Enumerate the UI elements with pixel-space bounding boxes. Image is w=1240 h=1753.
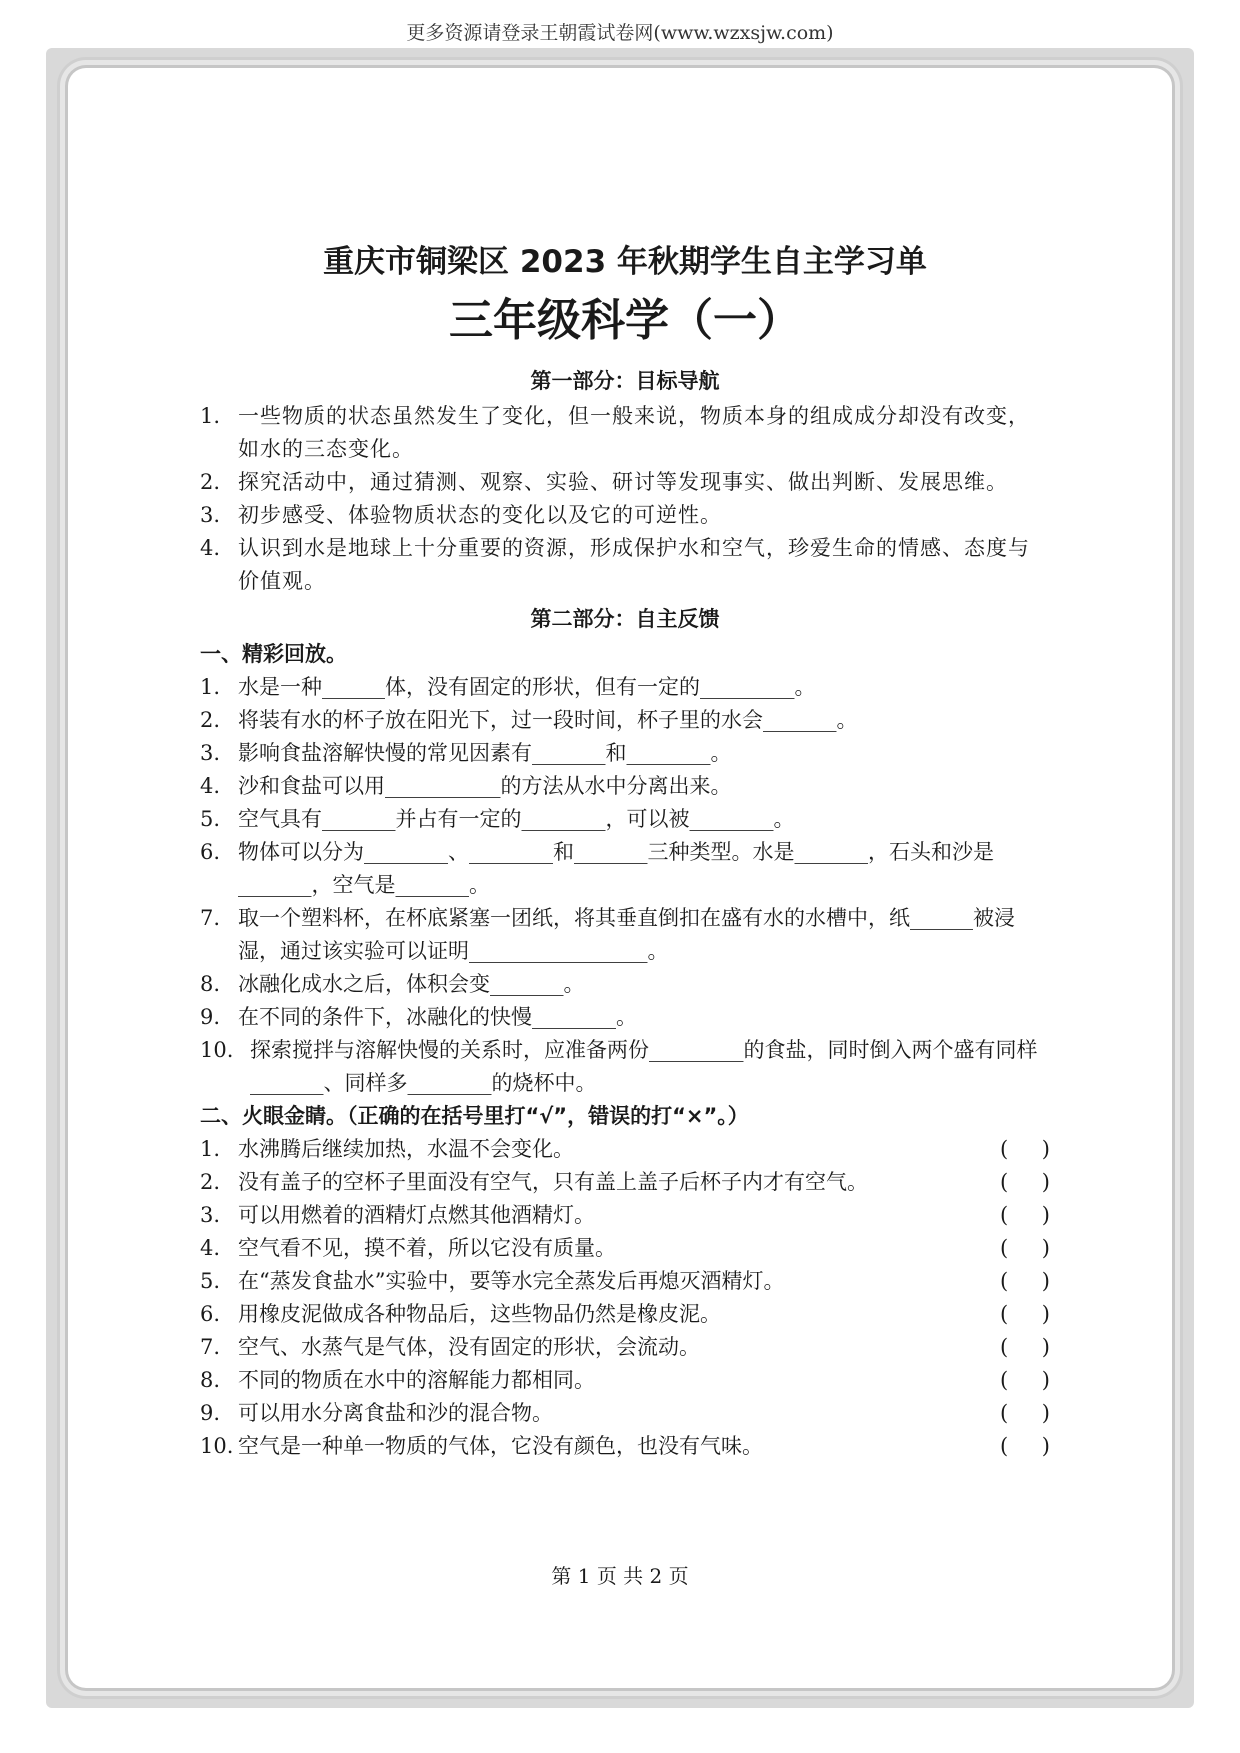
item-number: 3. bbox=[200, 1203, 221, 1227]
item-text: 探究活动中，通过猜测、观察、实验、研讨等发现事实、做出判断、发展思维。 bbox=[238, 470, 1008, 494]
item-text: 水沸腾后继续加热，水温不会变化。 bbox=[238, 1137, 574, 1161]
list-item bbox=[200, 1430, 1050, 1463]
item-text: 将装有水的杯子放在阳光下，过一段时间，杯子里的水会_______。 bbox=[238, 708, 858, 732]
item-text: 用橡皮泥做成各种物品后，这些物品仍然是橡皮泥。 bbox=[238, 1302, 721, 1326]
item-number: 10. bbox=[200, 1038, 234, 1062]
item-text: 取一个塑料杯，在杯底紧塞一团纸，将其垂直倒扣在盛有水的水槽中，纸______被浸湿，通过该实验可以证明_________________。 bbox=[238, 906, 1015, 963]
item-number: 6. bbox=[200, 840, 221, 864]
section1-heading: 一、精彩回放。 bbox=[200, 642, 347, 666]
list-item bbox=[200, 1232, 1050, 1265]
list-item bbox=[200, 1166, 1050, 1199]
answer-parentheses: ( ) bbox=[1000, 1335, 1050, 1359]
list-item bbox=[200, 1034, 1050, 1100]
item-text: 不同的物质在水中的溶解能力都相同。 bbox=[238, 1368, 595, 1392]
list-item bbox=[200, 671, 1050, 704]
list-item bbox=[200, 1133, 1050, 1166]
list-item bbox=[200, 1298, 1050, 1331]
item-text: 初步感受、体验物质状态的变化以及它的可逆性。 bbox=[238, 503, 722, 527]
item-number: 8. bbox=[200, 1368, 221, 1392]
part2-heading: 第二部分：自主反馈 bbox=[530, 607, 720, 631]
list-item bbox=[200, 1199, 1050, 1232]
item-number: 7. bbox=[200, 906, 221, 930]
list-item bbox=[200, 968, 1050, 1001]
answer-parentheses: ( ) bbox=[1000, 1170, 1050, 1194]
list-item bbox=[200, 1001, 1050, 1034]
item-text: 沙和食盐可以用___________的方法从水中分离出来。 bbox=[238, 774, 732, 798]
item-number: 5. bbox=[200, 1269, 221, 1293]
item-text: 冰融化成水之后，体积会变_______。 bbox=[238, 972, 585, 996]
list-item bbox=[200, 532, 1050, 598]
list-item bbox=[200, 704, 1050, 737]
list-item bbox=[200, 1265, 1050, 1298]
item-number: 9. bbox=[200, 1005, 221, 1029]
true-false-list bbox=[200, 1133, 1050, 1463]
item-number: 2. bbox=[200, 1170, 221, 1194]
item-number: 1. bbox=[200, 675, 221, 699]
list-item bbox=[200, 803, 1050, 836]
list-item bbox=[200, 902, 1050, 968]
item-text: 可以用燃着的酒精灯点燃其他酒精灯。 bbox=[238, 1203, 595, 1227]
list-item bbox=[200, 466, 1050, 499]
part1-heading: 第一部分：目标导航 bbox=[530, 369, 720, 393]
list-item bbox=[200, 1364, 1050, 1397]
item-number: 4. bbox=[200, 774, 221, 798]
answer-parentheses: ( ) bbox=[1000, 1269, 1050, 1293]
document-title: 重庆市铜梁区 2023 年秋期学生自主学习单 bbox=[323, 244, 927, 280]
item-text: 空气看不见，摸不着，所以它没有质量。 bbox=[238, 1236, 616, 1260]
item-number: 4. bbox=[200, 1236, 221, 1260]
item-text: 在“蒸发食盐水”实验中，要等水完全蒸发后再熄灭酒精灯。 bbox=[238, 1269, 785, 1293]
page-number: 第 1 页 共 2 页 bbox=[551, 1564, 689, 1588]
fill-in-list bbox=[200, 671, 1050, 1100]
item-number: 1. bbox=[200, 404, 221, 428]
list-item bbox=[200, 1331, 1050, 1364]
answer-parentheses: ( ) bbox=[1000, 1203, 1050, 1227]
list-item bbox=[200, 400, 1050, 466]
document-subtitle: 三年级科学（一） bbox=[449, 295, 801, 346]
item-text: 空气具有_______并占有一定的________，可以被________。 bbox=[238, 807, 795, 831]
item-number: 5. bbox=[200, 807, 221, 831]
item-text: 没有盖子的空杯子里面没有空气，只有盖上盖子后杯子内才有空气。 bbox=[238, 1170, 868, 1194]
item-text: 影响食盐溶解快慢的常见因素有_______和________。 bbox=[238, 741, 732, 765]
item-number: 9. bbox=[200, 1401, 221, 1425]
item-number: 8. bbox=[200, 972, 221, 996]
item-text: 一些物质的状态虽然发生了变化，但一般来说，物质本身的组成成分却没有改变，如水的三态变化。 bbox=[238, 404, 1030, 461]
list-item bbox=[200, 770, 1050, 803]
document-body bbox=[200, 238, 1050, 1463]
item-text: 空气是一种单一物质的气体，它没有颜色，也没有气味。 bbox=[238, 1434, 763, 1458]
watermark: 更多资源请登录王朝霞试卷网(www.wzxsjw.com) bbox=[406, 22, 834, 44]
item-number: 6. bbox=[200, 1302, 221, 1326]
list-item bbox=[200, 836, 1050, 902]
answer-parentheses: ( ) bbox=[1000, 1434, 1050, 1458]
item-number: 7. bbox=[200, 1335, 221, 1359]
item-number: 2. bbox=[200, 470, 221, 494]
item-number: 1. bbox=[200, 1137, 221, 1161]
list-item bbox=[200, 737, 1050, 770]
item-text: 空气、水蒸气是气体，没有固定的形状，会流动。 bbox=[238, 1335, 700, 1359]
item-text: 认识到水是地球上十分重要的资源，形成保护水和空气，珍爱生命的情感、态度与价值观。 bbox=[238, 536, 1030, 593]
answer-parentheses: ( ) bbox=[1000, 1368, 1050, 1392]
objectives-list bbox=[200, 400, 1050, 598]
item-text: 水是一种______体，没有固定的形状，但有一定的_________。 bbox=[238, 675, 816, 699]
section2-heading: 二、火眼金睛。（正确的在括号里打“√”，错误的打“×”。） bbox=[200, 1104, 749, 1128]
item-text: 在不同的条件下，冰融化的快慢________。 bbox=[238, 1005, 637, 1029]
item-number: 10. bbox=[200, 1434, 234, 1458]
item-text: 探索搅拌与溶解快慢的关系时，应准备两份_________的食盐，同时倒入两个盛有同样_______、同样多________的烧杯中。 bbox=[250, 1038, 1038, 1095]
answer-parentheses: ( ) bbox=[1000, 1137, 1050, 1161]
answer-parentheses: ( ) bbox=[1000, 1236, 1050, 1260]
item-text: 物体可以分为________、________和_______三种类型。水是_______，石头和沙是_______，空气是_______。 bbox=[238, 840, 994, 897]
item-number: 2. bbox=[200, 708, 221, 732]
item-number: 4. bbox=[200, 536, 221, 560]
item-number: 3. bbox=[200, 741, 221, 765]
answer-parentheses: ( ) bbox=[1000, 1401, 1050, 1425]
answer-parentheses: ( ) bbox=[1000, 1302, 1050, 1326]
item-text: 可以用水分离食盐和沙的混合物。 bbox=[238, 1401, 553, 1425]
list-item bbox=[200, 499, 1050, 532]
item-number: 3. bbox=[200, 503, 221, 527]
list-item bbox=[200, 1397, 1050, 1430]
